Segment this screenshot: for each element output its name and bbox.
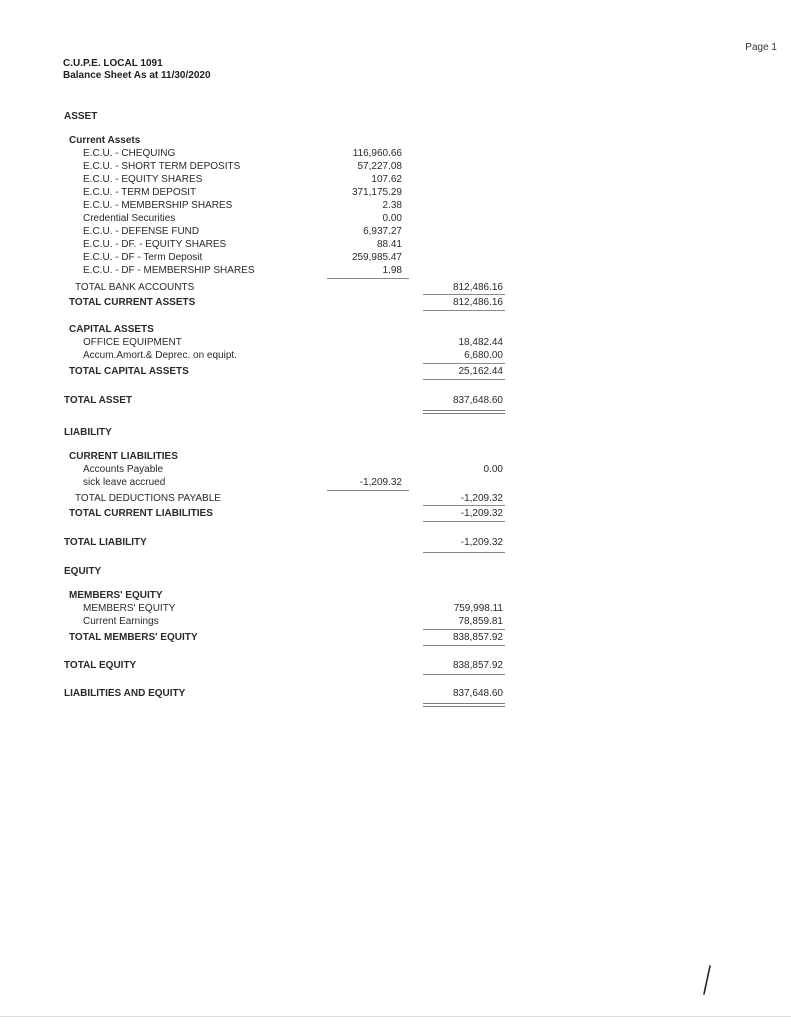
capital-assets-heading-row [0,323,791,336]
line-item-label: E.C.U. - DF - MEMBERSHIP SHARES [83,265,255,276]
total-liability-value: -1,209.32 [460,537,503,548]
subtotal-rule [423,552,505,553]
subtotal-rule [423,645,505,646]
double-rule [423,703,505,707]
report-title: Balance Sheet As at 11/30/2020 [63,70,211,81]
liabilities-and-equity-row [0,687,791,700]
line-item-label: E.C.U. - SHORT TERM DEPOSITS [83,161,241,172]
line-item-label: Current Earnings [83,616,159,627]
line-item-label: E.C.U. - TERM DEPOSIT [83,187,197,198]
line-item-label: E.C.U. - DEFENSE FUND [83,226,200,237]
line-item-row [0,251,791,264]
total-capital-assets-row [0,365,791,378]
total-bank-accounts-value: 812,486.16 [452,282,503,293]
line-item-value: 2.38 [382,200,402,211]
line-item-row [0,186,791,199]
current-liabilities-heading: CURRENT LIABILITIES [69,451,178,462]
handwritten-mark-icon [700,965,714,995]
line-item-label: E.C.U. - DF - Term Deposit [83,252,203,263]
subtotal-rule [423,310,505,311]
line-item-row [0,147,791,160]
liabilities-and-equity-label: LIABILITIES AND EQUITY [64,688,186,699]
line-item-row [0,264,791,277]
double-rule [423,410,505,414]
current-liabilities-heading-row [0,450,791,463]
line-item-value: 57,227.08 [357,161,402,172]
total-current-liabilities-label: TOTAL CURRENT LIABILITIES [69,508,213,519]
page-number: Page 1 [745,42,777,53]
line-item-value: 259,985.47 [351,252,402,263]
line-item-label: E.C.U. - CHEQUING [83,148,176,159]
asset-heading: ASSET [64,111,98,122]
total-asset-value: 837,648.60 [452,395,503,406]
total-asset-label: TOTAL ASSET [64,395,132,406]
line-item-value: 107.62 [371,174,402,185]
line-item-row [0,173,791,186]
total-asset-row [0,394,791,407]
line-item-row [0,225,791,238]
total-deductions-payable-label: TOTAL DEDUCTIONS PAYABLE [75,493,221,504]
total-current-liabilities-value: -1,209.32 [460,508,503,519]
line-item-value: 759,998.11 [453,603,503,614]
total-equity-row [0,659,791,672]
line-item-value: 88.41 [376,239,402,250]
line-item-value: 0.00 [382,213,402,224]
line-item-row [0,212,791,225]
liabilities-and-equity-value: 837,648.60 [452,688,503,699]
line-item-label: Accum.Amort.& Deprec. on equipt. [83,350,237,361]
current-assets-heading-row [0,134,791,147]
total-current-assets-label: TOTAL CURRENT ASSETS [69,297,196,308]
line-item-value: 0.00 [483,464,503,475]
total-members-equity-value: 838,857.92 [452,632,503,643]
line-item-row [0,602,791,615]
line-item-row [0,160,791,173]
line-item-row [0,615,791,628]
line-item-value: -1,209.32 [359,477,402,488]
line-item-row [0,463,791,476]
line-item-label: OFFICE EQUIPMENT [83,337,182,348]
line-item-value: 6,680.00 [464,350,503,361]
total-current-assets-value: 812,486.16 [452,297,503,308]
organization-name: C.U.P.E. LOCAL 1091 [63,58,163,69]
total-current-assets-row [0,296,791,309]
subtotal-rule [423,674,505,675]
current-assets-heading: Current Assets [69,135,141,146]
subtotal-rule [423,294,505,295]
line-item-value: 116,960.66 [352,148,402,159]
total-members-equity-label: TOTAL MEMBERS' EQUITY [69,632,198,643]
line-item-value: 371,175.29 [351,187,402,198]
subtotal-rule [423,363,505,364]
total-deductions-payable-row [0,492,791,505]
total-bank-accounts-row [0,281,791,294]
total-members-equity-row [0,631,791,644]
asset-heading-row [0,110,791,123]
line-item-label: sick leave accrued [83,477,166,488]
line-item-row [0,238,791,251]
total-liability-label: TOTAL LIABILITY [64,537,147,548]
line-item-label: MEMBERS' EQUITY [83,603,176,614]
total-liability-row [0,536,791,549]
total-deductions-payable-value: -1,209.32 [460,493,503,504]
line-item-row [0,476,791,489]
line-item-row [0,199,791,212]
subtotal-rule [327,490,409,491]
line-item-value: 6,937.27 [363,226,402,237]
capital-assets-heading: CAPITAL ASSETS [69,324,154,335]
liability-heading: LIABILITY [64,427,112,438]
subtotal-rule [423,521,505,522]
members-equity-heading: MEMBERS' EQUITY [69,590,163,601]
subtotal-rule [423,379,505,380]
liability-heading-row [0,426,791,439]
total-current-liabilities-row [0,507,791,520]
subtotal-rule [423,629,505,630]
total-equity-label: TOTAL EQUITY [64,660,137,671]
line-item-row [0,349,791,362]
subtotal-rule [423,505,505,506]
line-item-row [0,336,791,349]
total-capital-assets-label: TOTAL CAPITAL ASSETS [69,366,189,377]
equity-heading: EQUITY [64,566,102,577]
members-equity-heading-row [0,589,791,602]
total-capital-assets-value: 25,162.44 [458,366,503,377]
line-item-label: Credential Securities [83,213,176,224]
equity-heading-row [0,565,791,578]
total-bank-accounts-label: TOTAL BANK ACCOUNTS [75,282,195,293]
scan-edge-line [0,1016,791,1017]
line-item-label: E.C.U. - EQUITY SHARES [83,174,203,185]
line-item-label: E.C.U. - DF. - EQUITY SHARES [83,239,227,250]
line-item-label: Accounts Payable [83,464,164,475]
line-item-value: 78,859.81 [458,616,503,627]
subtotal-rule [327,278,409,279]
line-item-value: 1.98 [382,265,402,276]
line-item-value: 18,482.44 [458,337,503,348]
line-item-label: E.C.U. - MEMBERSHIP SHARES [83,200,233,211]
total-equity-value: 838,857.92 [452,660,503,671]
